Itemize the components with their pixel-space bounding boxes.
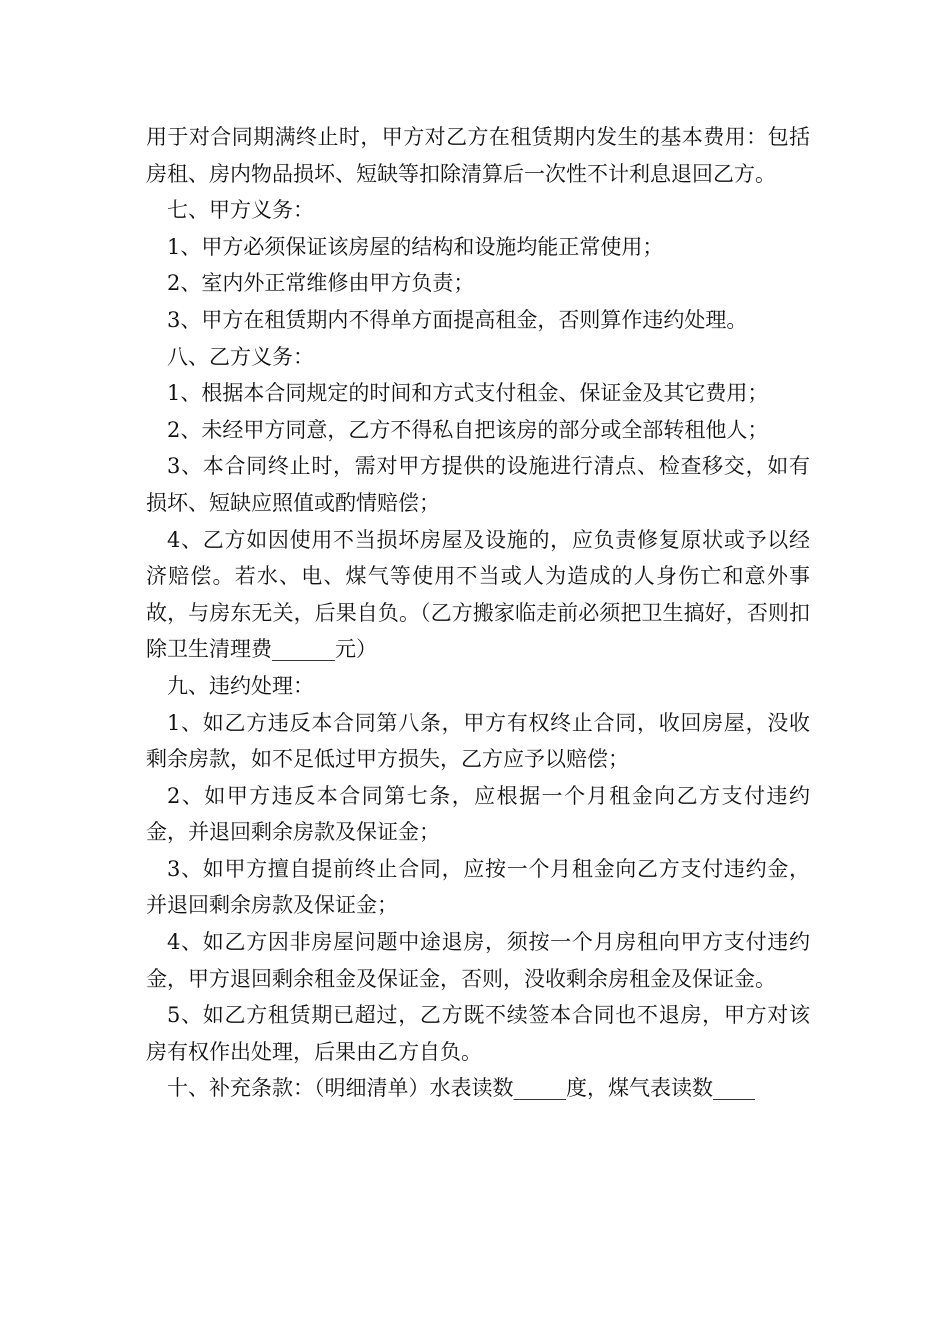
paragraph-party-b-4: 4、乙方如因使用不当损坏房屋及设施的，应负责修复原状或予以经济赔偿。若水、电、煤气等使用不当或人为造成的人身伤亡和意外事故，与房东无关，后果自负。（乙方搬家临走前必须把卫生搞好，否则扣除卫生清理费______元） [146,527,810,662]
paragraph-breach-5: 5、如乙方租赁期已超过，乙方既不续签本合同也不退房，甲方对该房有权作出处理，后果由乙方自负。 [146,1003,810,1064]
paragraph-party-b-1: 1、根据本合同规定的时间和方式支付租金、保证金及其它费用； [167,381,769,406]
paragraph-breach-3: 3、如甲方擅自提前终止合同，应按一个月租金向乙方支付违约金，并退回剩余房款及保证金； [146,856,810,918]
heading-party-b-obligations: 八、乙方义务： [167,344,314,369]
heading-party-a-obligations: 七、甲方义务： [167,198,314,223]
heading-supplementary-terms: 十、补充条款：（明细清单）水表读数_____度，煤气表读数____ [167,1076,755,1101]
paragraph-deposit-refund: 用于对合同期满终止时，甲方对乙方在租赁期内发生的基本费用：包括房租、房内物品损坏、短缺等扣除清算后一次性不计利息退回乙方。 [146,125,810,186]
heading-breach-handling: 九、违约处理： [167,673,314,698]
document-body [146,119,810,1107]
paragraph-breach-4: 4、如乙方因非房屋问题中途退房，须按一个月房租向甲方支付违约金，甲方退回剩余租金及保证金，否则，没收剩余房租金及保证金。 [146,930,810,991]
paragraph-party-a-2: 2、室内外正常维修由甲方负责； [167,271,475,296]
paragraph-party-a-1: 1、甲方必须保证该房屋的结构和设施均能正常使用； [167,234,664,259]
paragraph-breach-1: 1、如乙方违反本合同第八条，甲方有权终止合同，收回房屋，没收剩余房款，如不足低过甲方损失，乙方应予以赔偿； [146,710,810,772]
paragraph-breach-2: 2、如甲方违反本合同第七条，应根据一个月租金向乙方支付违约金，并退回剩余房款及保证金； [146,783,810,845]
paragraph-party-a-3: 3、甲方在租赁期内不得单方面提高租金，否则算作违约处理。 [167,307,748,332]
paragraph-party-b-3: 3、本合同终止时，需对甲方提供的设施进行清点、检查移交，如有损坏、短缺应照值或酌情赔偿； [146,454,810,515]
paragraph-party-b-2: 2、未经甲方同意，乙方不得私自把该房的部分或全部转租他人； [167,417,769,442]
